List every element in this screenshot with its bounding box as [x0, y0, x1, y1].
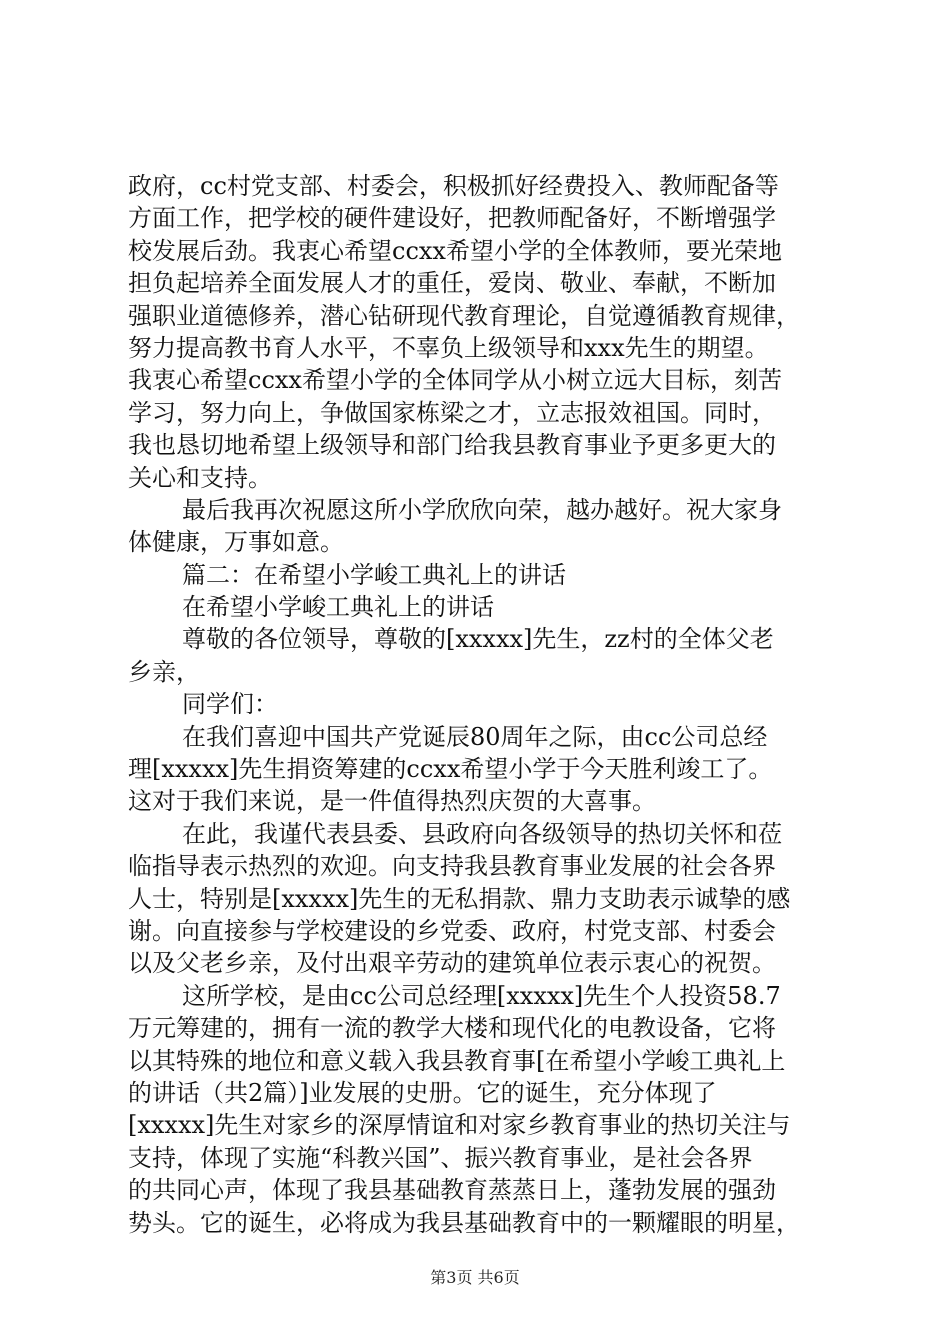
- speech-title: 在希望小学峻工典礼上的讲话: [182, 593, 494, 622]
- text-line: 乡亲，: [128, 657, 200, 686]
- section-heading: 篇二：在希望小学峻工典礼上的讲话: [182, 560, 566, 589]
- paragraph-start-line: 这所学校，是由cc公司总经理[xxxxx]先生个人投资58.7: [182, 981, 781, 1010]
- text-line: 支持，体现了实施“科教兴国”、振兴教育事业，是社会各界: [128, 1143, 753, 1172]
- document-body: [128, 170, 858, 1239]
- text-line: 以其特殊的地位和意义载入我县教育事[在希望小学峻工典礼上: [128, 1046, 786, 1075]
- text-line: 关心和支持。: [128, 463, 272, 492]
- text-line: 临指导表示热烈的欢迎。向支持我县教育事业发展的社会各界: [128, 852, 776, 881]
- text-line: 方面工作，把学校的硬件建设好，把教师配备好，不断增强学: [128, 204, 776, 233]
- text-line: 万元筹建的，拥有一流的教学大楼和现代化的电教设备，它将: [128, 1014, 776, 1043]
- text-line: 担负起培养全面发展人才的重任，爱岗、敬业、奉献，不断加: [128, 269, 776, 298]
- text-line: 以及父老乡亲，及付出艰辛劳动的建筑单位表示衷心的祝贺。: [128, 949, 776, 978]
- text-line: 学习，努力向上，争做国家栋梁之才，立志报效祖国。同时，: [128, 398, 776, 427]
- paragraph-start-line: 在此，我谨代表县委、县政府向各级领导的热切关怀和莅: [182, 819, 782, 848]
- text-line: 强职业道德修养，潜心钻研现代教育理论，自觉遵循教育规律，: [128, 301, 800, 330]
- text-line: 势头。它的诞生，必将成为我县基础教育中的一颗耀眼的明星，: [128, 1208, 800, 1237]
- text-line: 校发展后劲。我衷心希望ccxx希望小学的全体教师，要光荣地: [128, 236, 782, 265]
- paragraph-start-line: 最后我再次祝愿这所小学欣欣向荣，越办越好。祝大家身: [182, 495, 782, 524]
- text-line: 人士，特别是[xxxxx]先生的无私捐款、鼎力支助表示诚挚的感: [128, 884, 791, 913]
- text-line: 谢。向直接参与学校建设的乡党委、政府，村党支部、村委会: [128, 916, 776, 945]
- text-line: 理[xxxxx]先生捐资筹建的ccxx希望小学于今天胜利竣工了。: [128, 755, 773, 784]
- salutation-line: 尊敬的各位领导，尊敬的[xxxxx]先生，zz村的全体父老: [182, 625, 774, 654]
- salutation-line: 同学们：: [182, 690, 278, 719]
- text-line: 体健康，万事如意。: [128, 528, 344, 557]
- text-line: 努力提高教书育人水平，不辜负上级领导和xxx先生的期望。: [128, 333, 769, 362]
- text-line: [xxxxx]先生对家乡的深厚情谊和对家乡教育事业的热切关注与: [128, 1111, 791, 1140]
- text-line: 这对于我们来说，是一件值得热烈庆贺的大喜事。: [128, 787, 656, 816]
- paragraph-start-line: 在我们喜迎中国共产党诞辰80周年之际，由cc公司总经: [182, 722, 768, 751]
- text-line: 我衷心希望ccxx希望小学的全体同学从小树立远大目标，刻苦: [128, 366, 782, 395]
- text-line: 我也恳切地希望上级领导和部门给我县教育事业予更多更大的: [128, 431, 776, 460]
- text-line: 政府，cc村党支部、村委会，积极抓好经费投入、教师配备等: [128, 172, 779, 200]
- text-line: 的共同心声，体现了我县基础教育蒸蒸日上，蓬勃发展的强劲: [128, 1176, 776, 1205]
- page-number-footer: 第3页 共6页: [430, 1268, 520, 1287]
- text-line: 的讲话（共2篇）]业发展的史册。它的诞生，充分体现了: [128, 1078, 717, 1107]
